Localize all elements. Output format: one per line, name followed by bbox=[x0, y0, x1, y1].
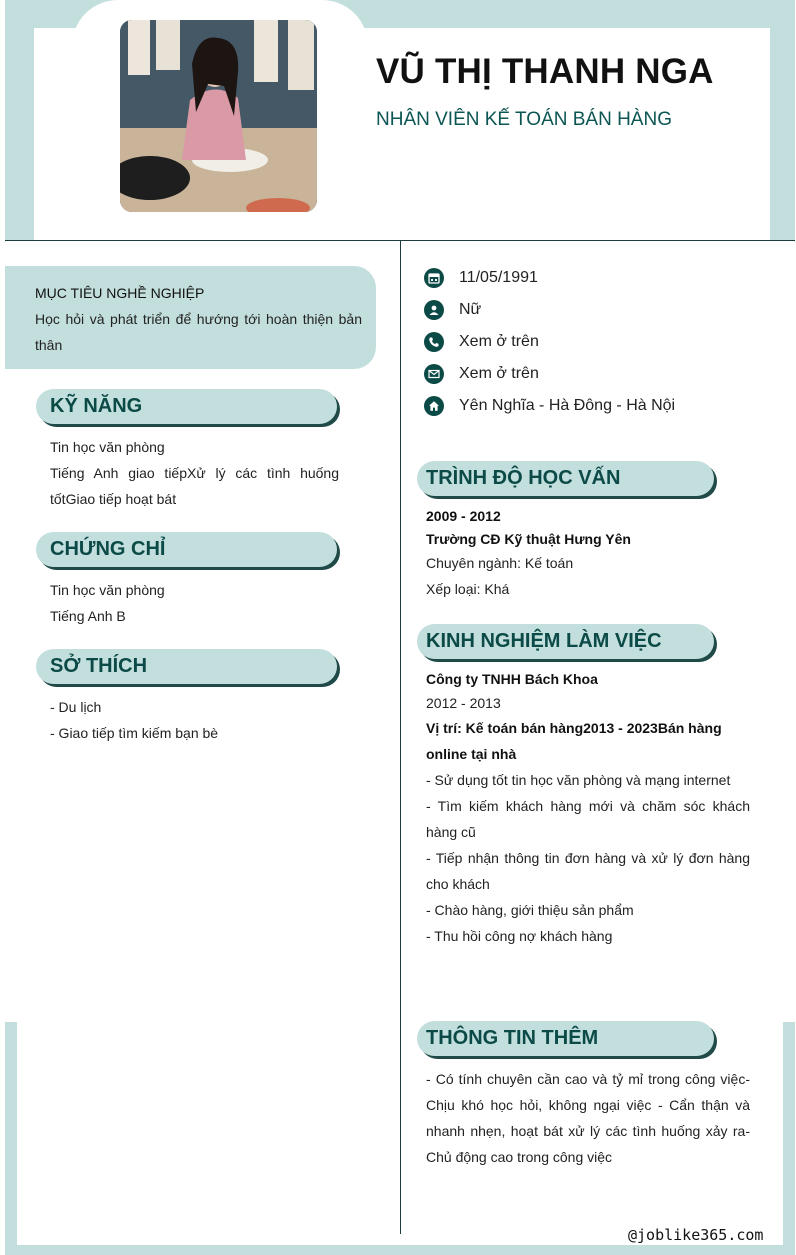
gender-value: Nữ bbox=[459, 301, 482, 318]
candidate-name: VŨ THỊ THANH NGA bbox=[376, 52, 714, 91]
list-item: Tiếng Anh B bbox=[50, 608, 126, 624]
contact-birthday bbox=[424, 268, 538, 288]
experience-section bbox=[426, 667, 750, 949]
job-title: NHÂN VIÊN KẾ TOÁN BÁN HÀNG bbox=[376, 109, 672, 130]
contact-address bbox=[424, 396, 675, 416]
footer-decoration-right bbox=[783, 1022, 795, 1255]
certificates-heading: CHỨNG CHỈ bbox=[36, 532, 337, 567]
skills-heading: KỸ NĂNG bbox=[36, 389, 337, 424]
list-item: - Tiếp nhận thông tin đơn hàng và xử lý đơn hàng cho khách bbox=[426, 850, 750, 892]
list-item: - Tìm kiếm khách hàng mới và chăm sóc khách hàng cũ bbox=[426, 798, 750, 840]
hobbies-heading: SỞ THÍCH bbox=[36, 649, 337, 684]
contact-gender bbox=[424, 300, 481, 320]
email-icon bbox=[424, 364, 444, 384]
contact-phone bbox=[424, 332, 539, 352]
list-item: Tin học văn phòng bbox=[50, 439, 165, 455]
birthday-value: 11/05/1991 bbox=[459, 269, 538, 286]
watermark: @joblike365.com bbox=[628, 1226, 764, 1244]
certificates-list bbox=[50, 577, 339, 629]
education-period: 2009 - 2012 bbox=[426, 508, 501, 524]
list-item: - Sử dụng tốt tin học văn phòng và mạng internet bbox=[426, 772, 731, 788]
contact-email bbox=[424, 364, 539, 384]
skills-list bbox=[50, 434, 339, 512]
list-item: - Thu hồi công nợ khách hàng bbox=[426, 928, 613, 944]
experience-position: Vị trí: Kế toán bán hàng2013 - 2023Bán hàng online tại nhà bbox=[426, 720, 722, 762]
additional-text: - Có tính chuyên cần cao và tỷ mỉ trong công việc- Chịu khó học hỏi, không ngại việc - Cẩn thận và nhanh nhẹn, hoạt bát xử lý các tình huống xảy ra- Chủ động cao trong công việc bbox=[426, 1071, 750, 1165]
education-grade: Xếp loại: Khá bbox=[426, 581, 510, 597]
address-value: Yên Nghĩa - Hà Đông - Hà Nội bbox=[459, 397, 676, 414]
experience-heading: KINH NGHIỆM LÀM VIỆC bbox=[417, 624, 714, 659]
email-value: Xem ở trên bbox=[459, 365, 539, 382]
phone-value: Xem ở trên bbox=[459, 333, 539, 350]
education-major: Chuyên ngành: Kế toán bbox=[426, 555, 574, 571]
home-icon bbox=[424, 396, 444, 416]
profile-photo bbox=[120, 20, 317, 212]
list-item: Tin học văn phòng bbox=[50, 582, 165, 598]
education-heading: TRÌNH ĐỘ HỌC VẤN bbox=[417, 461, 714, 496]
objective-heading: MỤC TIÊU NGHỀ NGHIỆP bbox=[35, 285, 205, 301]
list-item: - Chào hàng, giới thiệu sản phẩm bbox=[426, 902, 634, 918]
education-school: Trường CĐ Kỹ thuật Hưng Yên bbox=[426, 531, 631, 547]
objective-text: Học hỏi và phát triển để hướng tới hoàn thiện bản thân bbox=[35, 311, 362, 353]
column-divider bbox=[400, 240, 401, 1234]
experience-period: 2012 - 2013 bbox=[426, 695, 501, 711]
calendar-icon bbox=[424, 268, 444, 288]
career-objective bbox=[5, 266, 376, 369]
additional-heading: THÔNG TIN THÊM bbox=[417, 1021, 714, 1056]
list-item: - Giao tiếp tìm kiếm bạn bè bbox=[50, 725, 219, 741]
hobbies-list bbox=[50, 694, 339, 746]
footer-decoration-left bbox=[5, 1022, 17, 1255]
experience-company: Công ty TNHH Bách Khoa bbox=[426, 671, 598, 687]
list-item: Tiếng Anh giao tiếpXử lý các tình huống tốtGiao tiếp hoạt bát bbox=[50, 465, 339, 507]
education-section bbox=[426, 504, 750, 602]
footer-decoration-bar bbox=[5, 1245, 795, 1255]
user-icon bbox=[424, 300, 444, 320]
list-item: - Du lịch bbox=[50, 699, 102, 715]
phone-icon bbox=[424, 332, 444, 352]
